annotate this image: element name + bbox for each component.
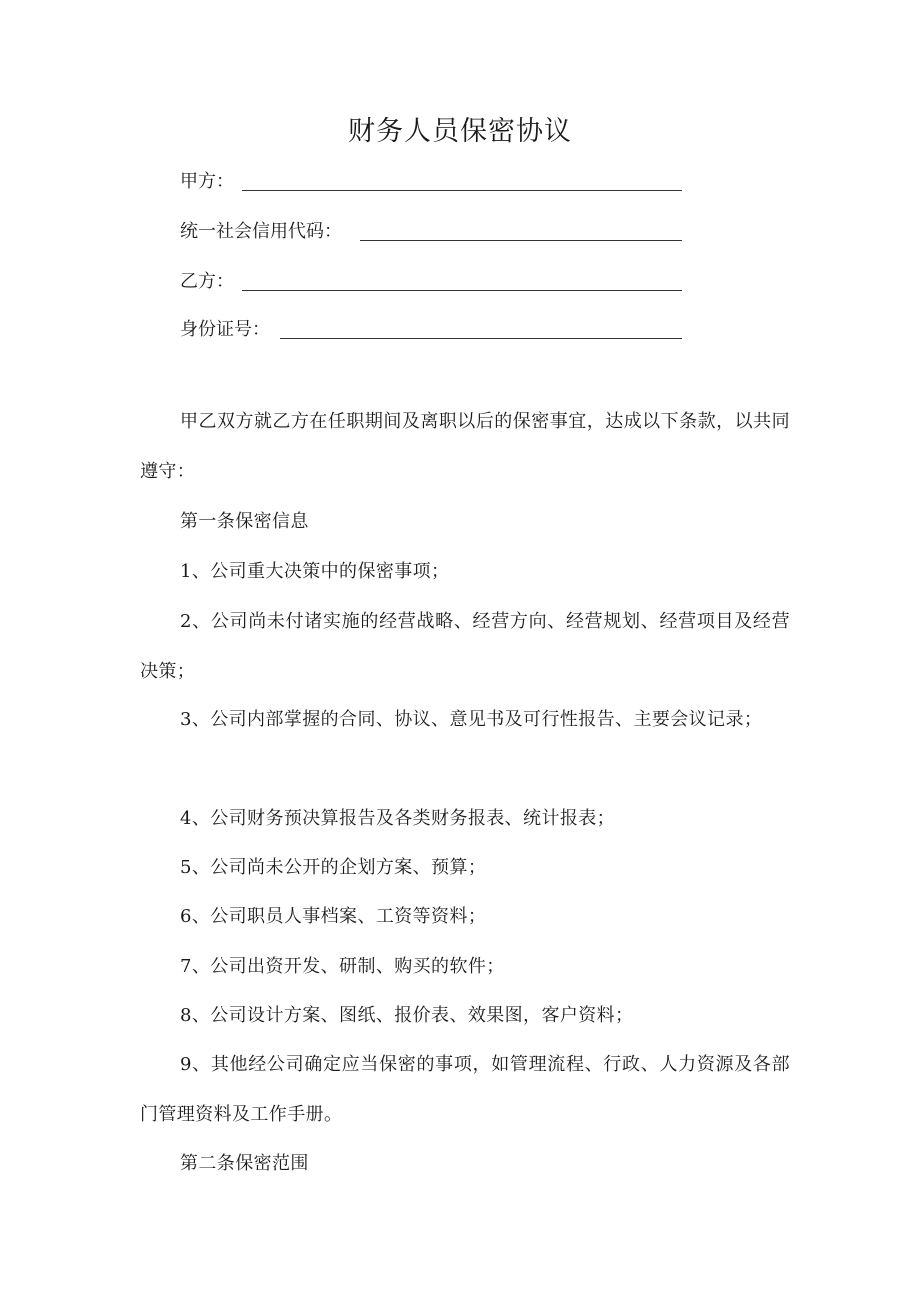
id-number-field <box>180 316 270 344</box>
article-1-item-1: 1、公司重大决策中的保密事项； <box>180 561 450 582</box>
article-1-item-5: 5、公司尚未公开的企划方案、预算； <box>180 857 487 878</box>
credit-code-field <box>180 218 342 246</box>
credit-code-blank-line <box>360 240 682 241</box>
party-b-label: 乙方： <box>180 271 234 292</box>
article-1-item-9: 9、其他经公司确定应当保密的事项，如管理流程、行政、人力资源及各部门管理资料及工作手册。 <box>140 1054 790 1125</box>
article-1-item-4: 4、公司财务预决算报告及各类财务报表、统计报表； <box>180 808 616 829</box>
document-title: 财务人员保密协议 <box>348 116 572 147</box>
article-1-item-7: 7、公司出资开发、研制、购买的软件； <box>180 956 505 977</box>
article-1-item-2: 2、公司尚未付诸实施的经营战略、经营方向、经营规划、经营项目及经营决策； <box>140 611 790 682</box>
party-a-field <box>180 168 234 196</box>
party-a-blank-line <box>242 190 682 191</box>
article-1-heading: 第一条保密信息 <box>180 511 309 532</box>
article-1-item-6: 6、公司职员人事档案、工资等资料； <box>180 906 487 927</box>
party-b-field <box>180 268 234 296</box>
party-b-blank-line <box>242 290 682 291</box>
id-number-label: 身份证号： <box>180 319 270 340</box>
credit-code-label: 统一社会信用代码： <box>180 221 342 242</box>
id-number-blank-line <box>280 338 682 339</box>
intro-paragraph: 甲乙双方就乙方在任职期间及离职以后的保密事宜，达成以下条款，以共同遵守： <box>140 411 790 482</box>
article-1-item-8: 8、公司设计方案、图纸、报价表、效果图，客户资料； <box>180 1005 634 1026</box>
article-2-heading: 第二条保密范围 <box>180 1153 309 1174</box>
article-1-item-3: 3、公司内部掌握的合同、协议、意见书及可行性报告、主要会议记录； <box>180 709 763 730</box>
party-a-label: 甲方： <box>180 171 234 192</box>
